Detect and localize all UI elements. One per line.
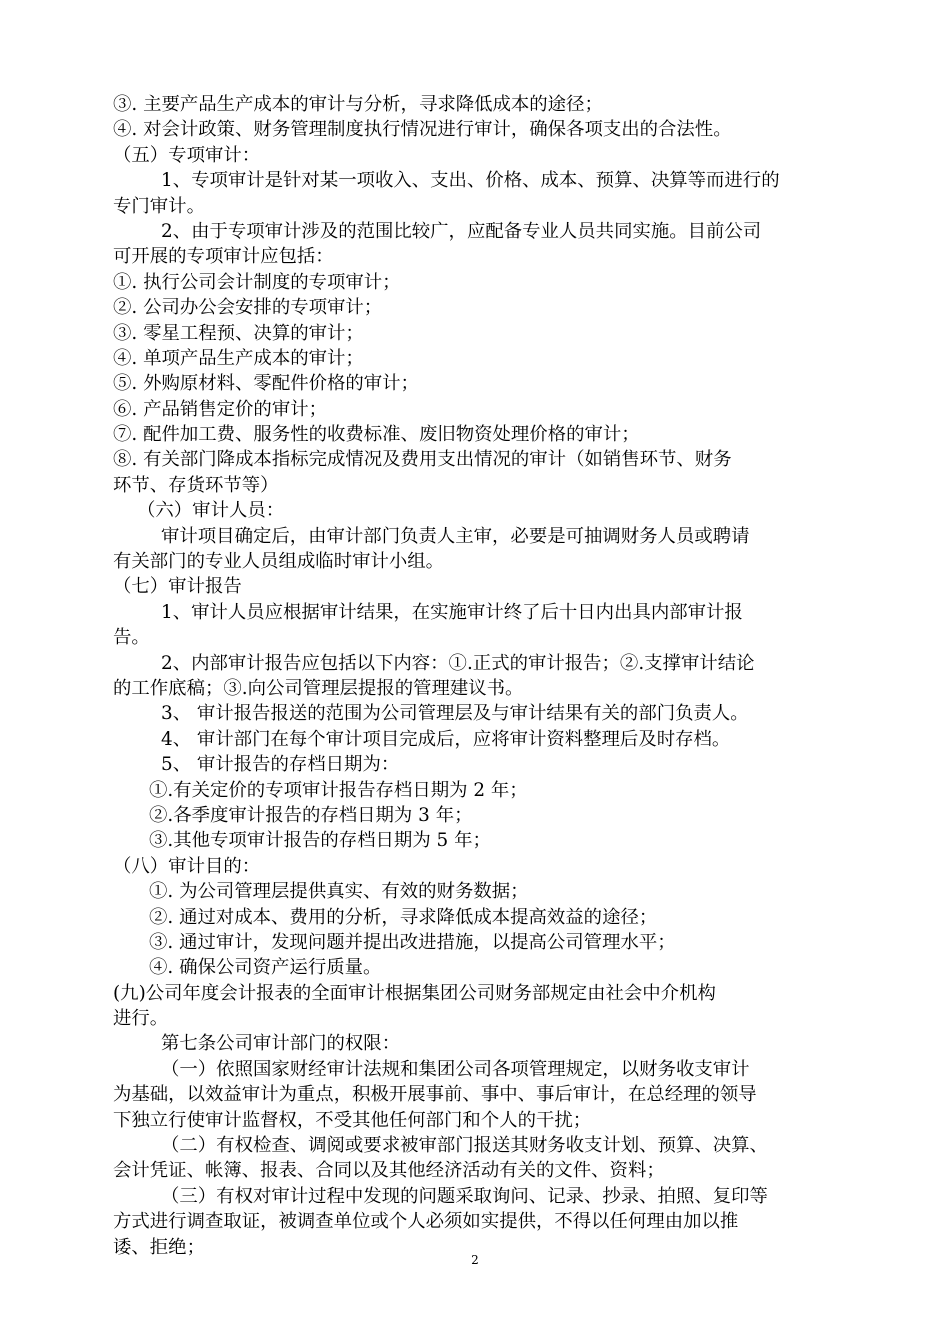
text-line: （三）有权对审计过程中发现的问题采取询问、记录、抄录、拍照、复印等 (161, 1185, 768, 1207)
text-line: 3、 审计报告报送的范围为公司管理层及与审计结果有关的部门负责人。 (161, 703, 749, 725)
document-body (113, 92, 865, 1260)
section-heading: （五）专项审计： (113, 144, 261, 166)
text-line: 可开展的专项审计应包括： (113, 246, 334, 268)
text-line: 审计项目确定后，由审计部门负责人主审，必要是可抽调财务人员或聘请 (161, 525, 750, 547)
list-item: ④. 单项产品生产成本的审计； (113, 347, 364, 369)
text-line: ④. 对会计政策、财务管理制度执行情况进行审计，确保各项支出的合法性。 (113, 119, 732, 141)
text-line: 告。 (113, 627, 150, 649)
text-line: 进行。 (113, 1008, 169, 1030)
text-line: 2、由于专项审计涉及的范围比较广，应配备专业人员共同实施。目前公司 (161, 220, 762, 242)
section-heading: （八）审计目的： (113, 855, 261, 877)
text-line: 2、内部审计报告应包括以下内容：①.正式的审计报告；②.支撑审计结论 (161, 652, 755, 674)
text-line: （二）有权检查、调阅或要求被审部门报送其财务收支计划、预算、决算、 (161, 1135, 768, 1157)
text-line: 4、 审计部门在每个审计项目完成后，应将审计资料整理后及时存档。 (161, 728, 731, 750)
section-heading: （七）审计报告 (113, 576, 242, 598)
section-heading: （六）审计人员： (137, 500, 285, 522)
list-item: ④. 确保公司资产运行质量。 (149, 957, 382, 979)
text-line: ③. 主要产品生产成本的审计与分析，寻求降低成本的途径； (113, 94, 603, 115)
text-line: 5、 审计报告的存档日期为： (161, 754, 400, 776)
list-item: ⑦. 配件加工费、服务性的收费标准、废旧物资处理价格的审计； (113, 424, 640, 446)
text-line: 环节、存货环节等） (113, 474, 279, 496)
text-line: 1、审计人员应根据审计结果，在实施审计终了后十日内出具内部审计报 (161, 601, 743, 623)
text-line: 诿、拒绝； (113, 1236, 205, 1258)
list-item: ①.有关定价的专项审计报告存档日期为 2 年； (149, 779, 528, 801)
text-line: （一）依照国家财经审计法规和集团公司各项管理规定，以财务收支审计 (161, 1058, 750, 1080)
list-item: ②. 公司办公会安排的专项审计； (113, 297, 383, 319)
list-item: ⑥. 产品销售定价的审计； (113, 398, 327, 420)
text-line: 会计凭证、帐簿、报表、合同以及其他经济活动有关的文件、资料； (113, 1160, 665, 1182)
list-item: ⑧. 有关部门降成本指标完成情况及费用支出情况的审计（如销售环节、财务 (113, 449, 732, 471)
article-heading: 第七条公司审计部门的权限： (161, 1033, 401, 1055)
text-line: 专门审计。 (113, 195, 205, 217)
text-line: (九)公司年度会计报表的全面审计根据集团公司财务部规定由社会中介机构 (113, 982, 716, 1004)
list-item: ②. 通过对成本、费用的分析，寻求降低成本提高效益的途径； (149, 906, 658, 928)
list-item: ①. 为公司管理层提供真实、有效的财务数据； (149, 881, 529, 903)
text-line: 的工作底稿；③.向公司管理层提报的管理建议书。 (113, 677, 524, 699)
list-item: ③. 通过审计，发现问题并提出改进措施，以提高公司管理水平； (149, 931, 676, 953)
list-item: ③. 零星工程预、决算的审计； (113, 322, 364, 344)
text-line: 下独立行使审计监督权，不受其他任何部门和个人的干扰； (113, 1109, 592, 1131)
page-number: 2 (471, 1253, 479, 1267)
text-line: 1、专项审计是针对某一项收入、支出、价格、成本、预算、决算等而进行的 (161, 170, 780, 192)
text-line: 为基础，以效益审计为重点，积极开展事前、事中、事后审计，在总经理的领导 (113, 1084, 757, 1106)
list-item: ②.各季度审计报告的存档日期为 3 年； (149, 804, 473, 826)
list-item: ⑤. 外购原材料、零配件价格的审计； (113, 373, 419, 395)
text-line: 有关部门的专业人员组成临时审计小组。 (113, 551, 445, 573)
text-line: 方式进行调查取证，被调查单位或个人必须如实提供，不得以任何理由加以推 (113, 1211, 739, 1233)
list-item: ①. 执行公司会计制度的专项审计； (113, 271, 401, 293)
list-item: ③.其他专项审计报告的存档日期为 5 年； (149, 830, 491, 852)
